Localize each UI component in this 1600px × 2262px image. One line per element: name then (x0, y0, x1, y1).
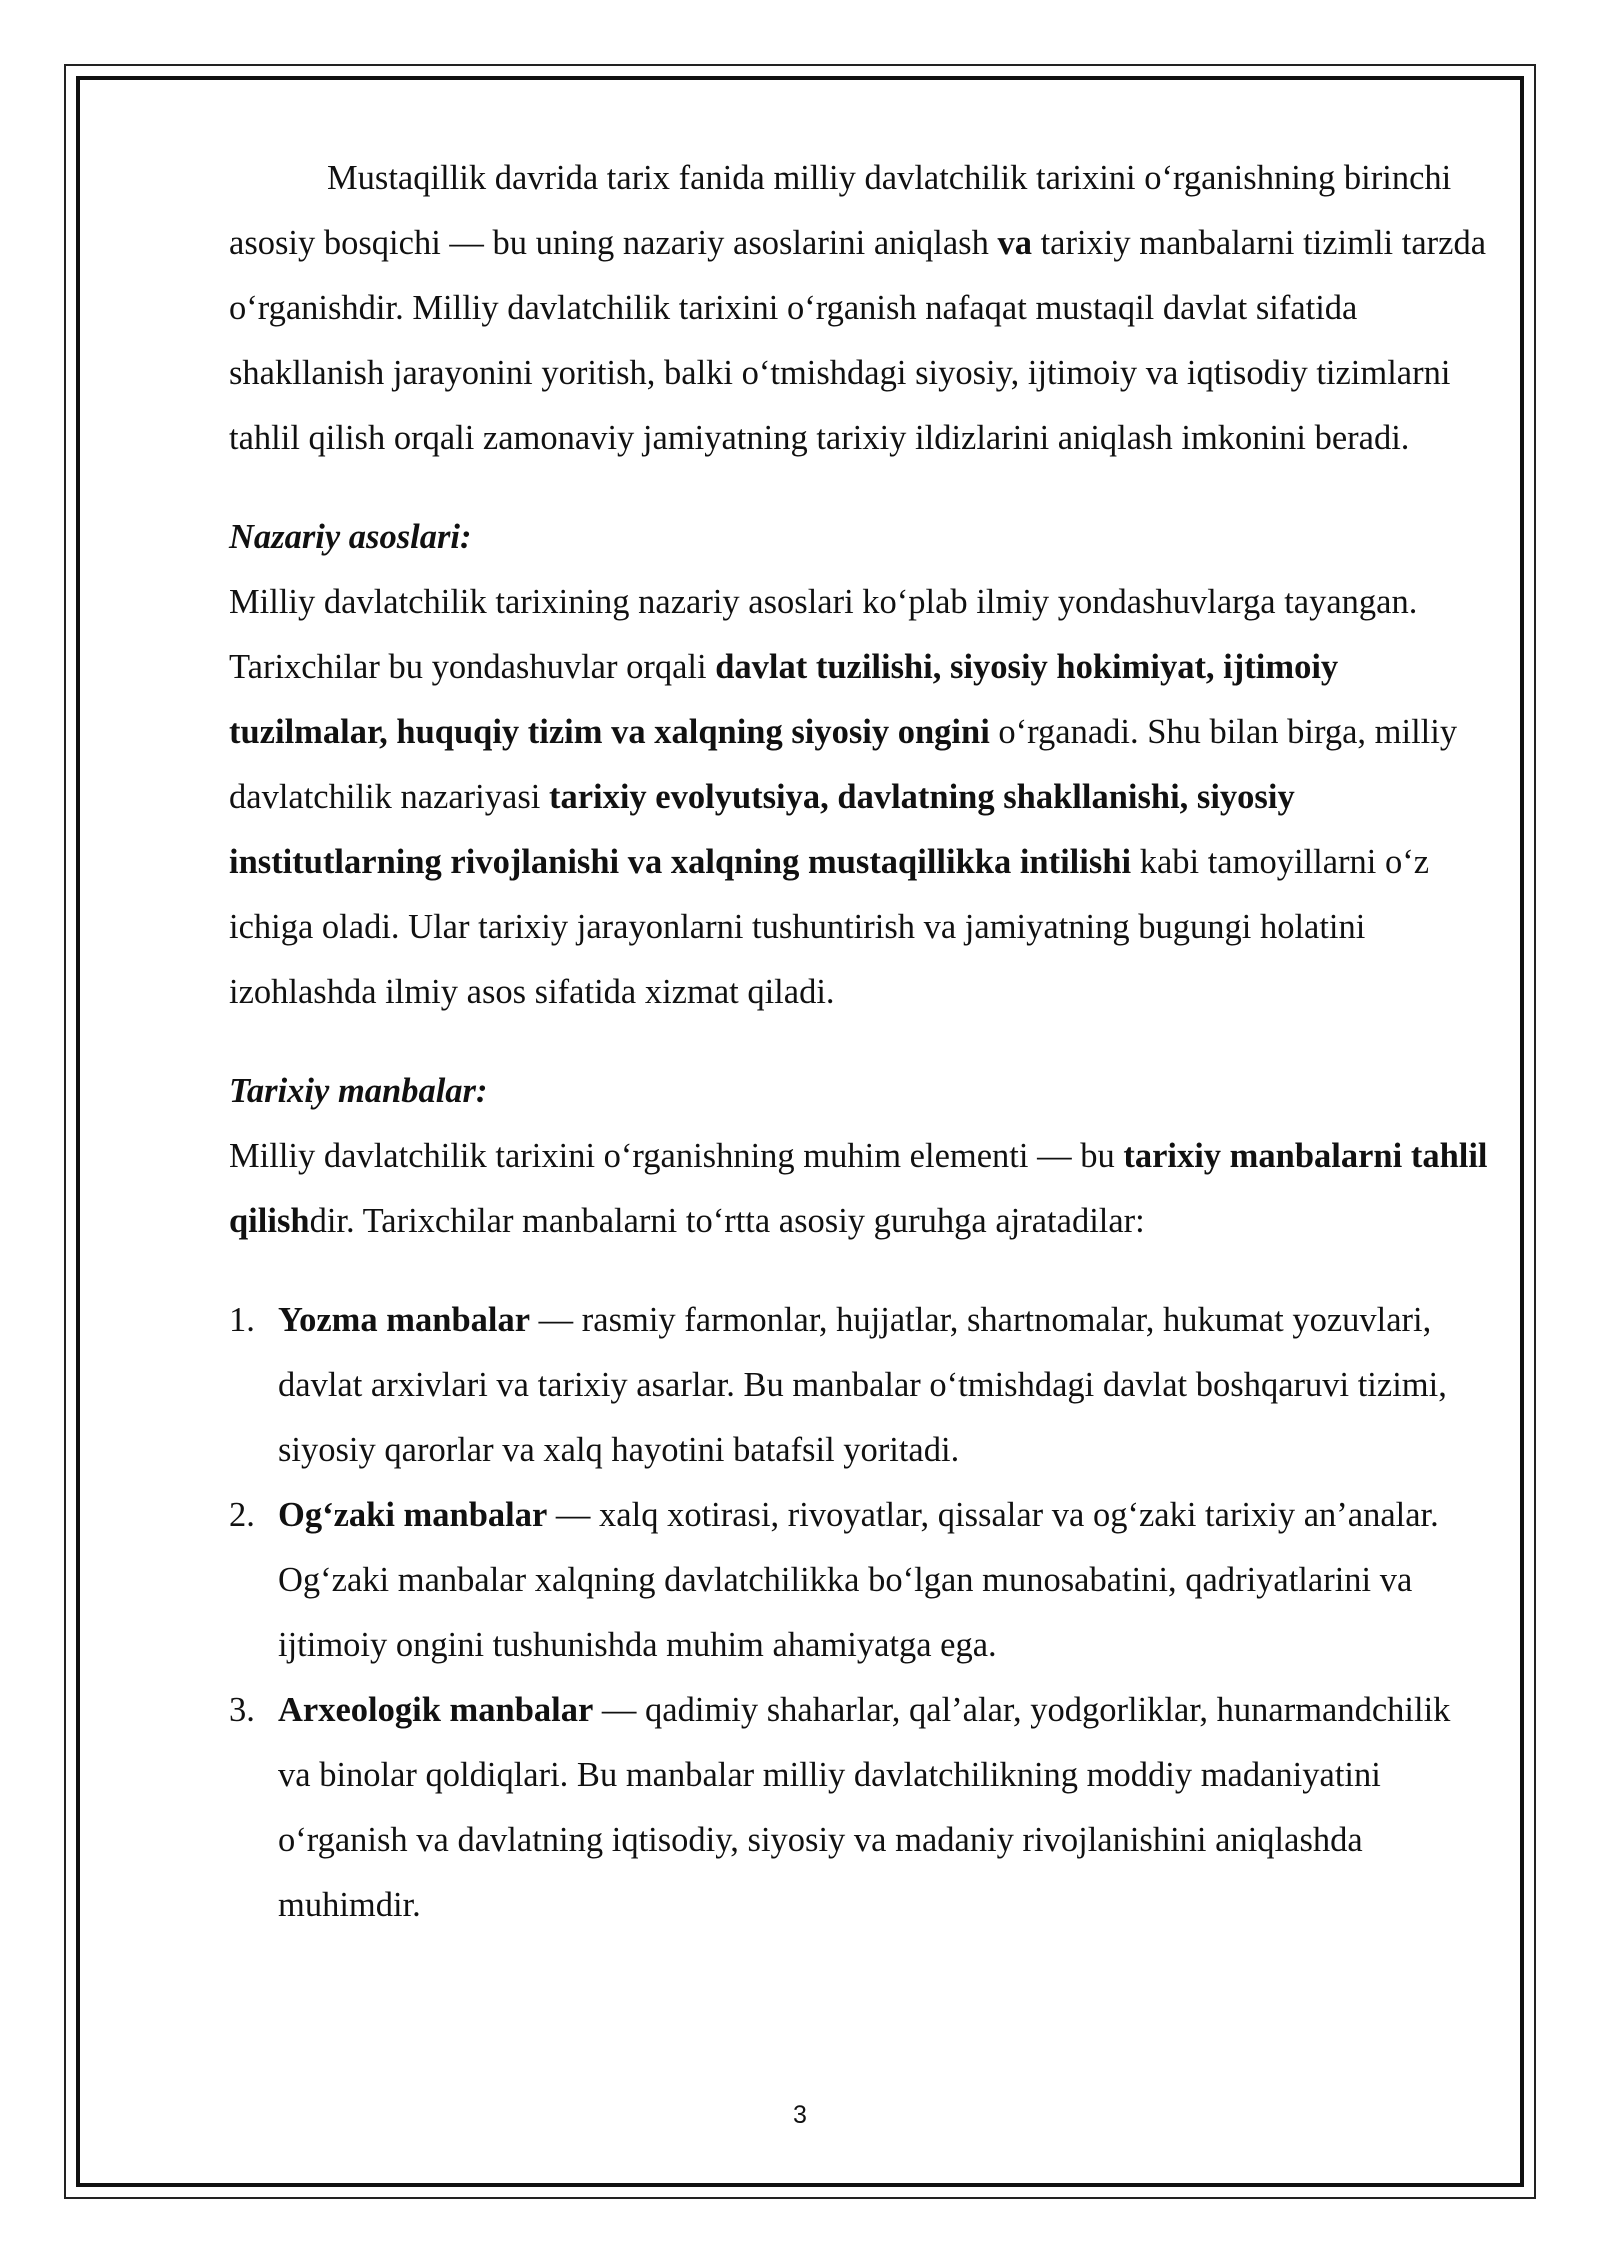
intro-bold-1: va (997, 224, 1032, 262)
list-item-title: Og‘zaki manbalar (278, 1496, 548, 1534)
sources-paragraph (229, 1124, 1491, 1254)
theory-text-2: o‘rganadi. Shu bilan birga, milliy davlatchilik nazariyasi (229, 713, 1458, 816)
theory-paragraph (229, 570, 1491, 1025)
list-item-number: 1. (229, 1301, 255, 1339)
list-item-text: — xalq xotirasi, rivoyatlar, qissalar va og‘zaki tarixiy an’analar. Og‘zaki manbalar xalqning davlatchilikka bo‘lgan munosabatini, qadriyatlarini va ijtimoiy ongini tushunishda muhim ahamiyatga ega. (278, 1496, 1439, 1664)
document-body (229, 146, 1491, 1938)
list-item-number: 2. (229, 1496, 255, 1534)
theory-bold-2: tarixiy evolyutsiya, davlatning shakllanishi, siyosiy institutlarning rivojlanishi va xalqning mustaqillikka intilishi (229, 778, 1295, 881)
sources-list (229, 1288, 1491, 1938)
list-item-text: — qadimiy shaharlar, qal’alar, yodgorliklar, hunarmandchilik va binolar qoldiqlari. Bu manbalar milliy davlatchilikning moddiy madaniyatini o‘rganish va davlatning iqtisodiy, siyosiy va madaniy rivojlanishini aniqlashda muhimdir. (278, 1691, 1451, 1924)
theory-heading: Nazariy asoslari: (229, 518, 472, 556)
list-item (229, 1678, 1491, 1938)
theory-text-1: Milliy davlatchilik tarixining nazariy asoslari ko‘plab ilmiy yondashuvlarga tayangan. Tarixchilar bu yondashuvlar orqali (229, 583, 1418, 686)
list-item (229, 1288, 1491, 1483)
list-item (229, 1483, 1491, 1678)
list-item-title: Yozma manbalar (278, 1301, 531, 1339)
intro-text-1: Mustaqillik davrida tarix fanida milliy davlatchilik tarixini o‘rganishning birinchi asosiy bosqichi — bu uning nazariy asoslarini aniqlash (229, 159, 1452, 262)
theory-text-3: kabi tamoyillarni o‘z ichiga oladi. Ular tarixiy jarayonlarni tushuntirish va jamiyatning bugungi holatini izohlashda ilmiy asos sifatida xizmat qiladi. (229, 843, 1430, 1011)
theory-bold-1: davlat tuzilishi, siyosiy hokimiyat, ijtimoiy tuzilmalar, huquqiy tizim va xalqning siyosiy ongini (229, 648, 1339, 751)
intro-text-2: tarixiy manbalarni tizimli tarzda o‘rganishdir. Milliy davlatchilik tarixini o‘rganish nafaqat mustaqil davlat sifatida shakllanish jarayonini yoritish, balki o‘tmishdagi siyosiy, ijtimoiy va iqtisodiy tizimlarni tahlil qilish orqali zamonaviy jamiyatning tarixiy ildizlarini aniqlash imkonini beradi. (229, 224, 1487, 457)
sources-heading: Tarixiy manbalar: (229, 1072, 488, 1110)
page-number: 3 (793, 2101, 807, 2129)
list-item-text: — rasmiy farmonlar, hujjatlar, shartnomalar, hukumat yozuvlari, davlat arxivlari va tarixiy asarlar. Bu manbalar o‘tmishdagi davlat boshqaruvi tizimi, siyosiy qarorlar va xalq hayotini batafsil yoritadi. (278, 1301, 1447, 1469)
sources-text-1: Milliy davlatchilik tarixini o‘rganishning muhim elementi — bu (229, 1137, 1124, 1175)
sources-bold-1: tarixiy manbalarni tahlil qilish (229, 1137, 1488, 1240)
sources-text-2: dir. Tarixchilar manbalarni to‘rtta asosiy guruhga ajratadilar: (309, 1202, 1145, 1240)
intro-paragraph (229, 146, 1491, 471)
list-item-number: 3. (229, 1691, 255, 1729)
list-item-title: Arxeologik manbalar (278, 1691, 594, 1729)
